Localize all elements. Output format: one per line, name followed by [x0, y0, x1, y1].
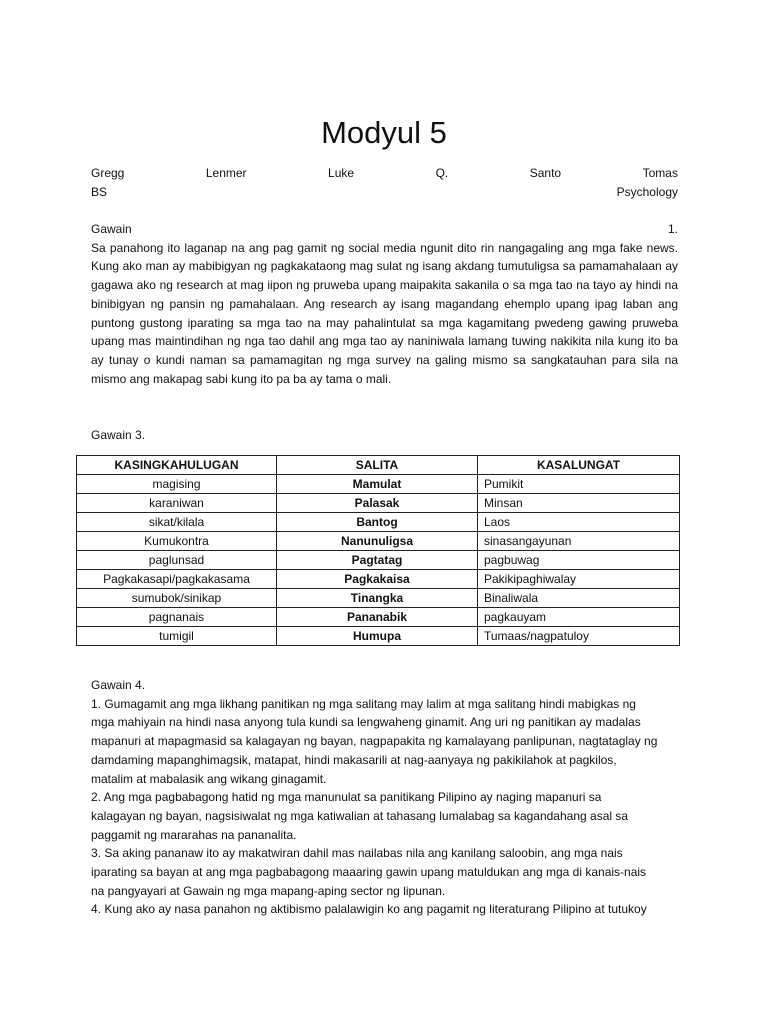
synonym-cell: sumubok/sinikap [77, 589, 277, 608]
answer-line: 3. Sa aking pananaw ito ay makatwiran dahil mas nailabas nila ang kanilang saloobin, ang mga nais [91, 846, 623, 861]
word-table [76, 455, 680, 646]
synonym-cell: paglunsad [77, 551, 277, 570]
gawain-4-label: Gawain 4. [91, 678, 146, 692]
page-title: Modyul 5 [321, 114, 447, 150]
answer-line: mapanuri at mapagmasid sa kalagayan ng bayan, nagpapakita ng kamalayang panlipunan, nagtataglay ng [91, 734, 658, 749]
author-word: Lenmer [205, 166, 247, 180]
answer-line: damdaming mapanghimagsik, matapat, hindi makasarili at nag-aanyaya ng pakikilahok at pagkilos, [91, 752, 617, 767]
answer-line: paggamit ng mararahas na pananalita. [91, 827, 297, 842]
answer-line: 2. Ang mga pagbabagong hatid ng mga manunulat sa panitikang Pilipino ay naging mapanuri sa [91, 790, 602, 805]
antonym-cell: Tumaas/nagpatuloy [478, 627, 680, 646]
author-word: Psychology [616, 184, 678, 199]
gawain-4-section [91, 676, 701, 919]
answer-line: 1. Gumagamit ang mga likhang panitikan ng mga salitang may lalim at mga salitang hindi mabigkas ng [91, 696, 636, 711]
author-word: Q. [435, 166, 449, 180]
table-header-row [77, 456, 680, 475]
author-block [91, 164, 678, 201]
answer-line: mga mahiyain na hindi nasa anyong tula kundi sa lengwaheng ginamit. Ang uri ng panitikan ay madalas [91, 715, 641, 730]
table-row [77, 589, 680, 608]
word-cell: Tinangka [277, 589, 478, 608]
synonym-cell: Pagkakasapi/pagkakasama [77, 570, 277, 589]
word-cell: Pagtatag [277, 551, 478, 570]
antonym-cell: sinasangayunan [478, 532, 680, 551]
column-header: SALITA [277, 456, 478, 475]
word-cell: Pananabik [277, 608, 478, 627]
gawain-1-paragraph: Sa panahong ito laganap na ang pag gamit ng social media ngunit dito rin nangagaling ang mga fake news. Kung ako man ay mabibigyan ng pagkakataong mag sulat ng isang akdang tumutuligsa sa pamamahalaan ay gagawa ako ng research at mag iipon ng pruweba upang maipakita sakanila o sa mga tao na tayo ay hindi na binibigyan ng pansin ng pamahalaan. Ang research ay isang magandang ehemplo upang ipag laban ang puntong gustong iparating sa mga tao na may pahalintulat sa mga kagamitang pwedeng gawing pruweba upang mas maintindihan ng nga tao dahil ang mga tao ay naniniwala lamang tuwing nakikita nila kung ito ba ay tunay o kundi naman sa pamamagitan ng mga survey na galing mismo sa sangkatauhan para sila na mismo ang makapag sabi kung ito pa ba ay tama o mali. [91, 240, 678, 386]
answer-line: kalagayan ng bayan, nagsisiwalat ng mga katiwalian at tahasang lumalabag sa kagandahang asal sa [91, 808, 629, 823]
table-row [77, 627, 680, 646]
author-word: Gregg [91, 166, 125, 180]
synonym-cell: magising [77, 475, 277, 494]
column-header: KASALUNGAT [478, 456, 680, 475]
author-word: Tomas [642, 166, 678, 180]
answer-line: matalim at mabalasik ang wikang ginagamit. [91, 771, 327, 786]
gawain-1-section [91, 220, 678, 388]
word-cell: Palasak [277, 494, 478, 513]
answer-line: na pangyayari at Gawain ng mga mapang-aping sector ng lipunan. [91, 883, 446, 898]
gawain-3-label: Gawain 3. [91, 428, 146, 442]
table-row [77, 475, 680, 494]
synonym-cell: pagnanais [77, 608, 277, 627]
gawain-1-heading [91, 220, 678, 239]
word-cell: Pagkakaisa [277, 570, 478, 589]
author-word: Luke [328, 166, 355, 180]
antonym-cell: pagbuwag [478, 551, 680, 570]
gawain-1-number: 1. [667, 222, 678, 236]
table-row [77, 494, 680, 513]
antonym-cell: Binaliwala [478, 589, 680, 608]
gawain-1-label: Gawain [91, 222, 132, 236]
antonym-cell: Laos [478, 513, 680, 532]
word-cell: Nanunuligsa [277, 532, 478, 551]
table-row [77, 532, 680, 551]
author-word: Santo [529, 166, 562, 180]
answer-line: 4. Kung ako ay nasa panahon ng aktibismo palalawigin ko ang pagamit ng literaturang Pilipino at tutukoy [91, 902, 647, 917]
table-row [77, 570, 680, 589]
word-cell: Humupa [277, 627, 478, 646]
answer-line: iparating sa bayan at ang mga pagbabagong maaaring gawin upang matuldukan ang mga di kanais-nais [91, 865, 647, 880]
antonym-cell: Minsan [478, 494, 680, 513]
word-cell: Bantog [277, 513, 478, 532]
antonym-cell: pagkauyam [478, 608, 680, 627]
synonym-cell: karaniwan [77, 494, 277, 513]
synonym-cell: tumigil [77, 627, 277, 646]
table-row [77, 513, 680, 532]
author-word: BS [91, 184, 108, 199]
author-line-2 [91, 183, 678, 202]
table-row [77, 551, 680, 570]
synonym-cell: Kumukontra [77, 532, 277, 551]
table-row [77, 608, 680, 627]
antonym-cell: Pakikipaghiwalay [478, 570, 680, 589]
word-cell: Mamulat [277, 475, 478, 494]
synonym-cell: sikat/kilala [77, 513, 277, 532]
antonym-cell: Pumikit [478, 475, 680, 494]
column-header: KASINGKAHULUGAN [77, 456, 277, 475]
author-line-1 [91, 164, 678, 183]
